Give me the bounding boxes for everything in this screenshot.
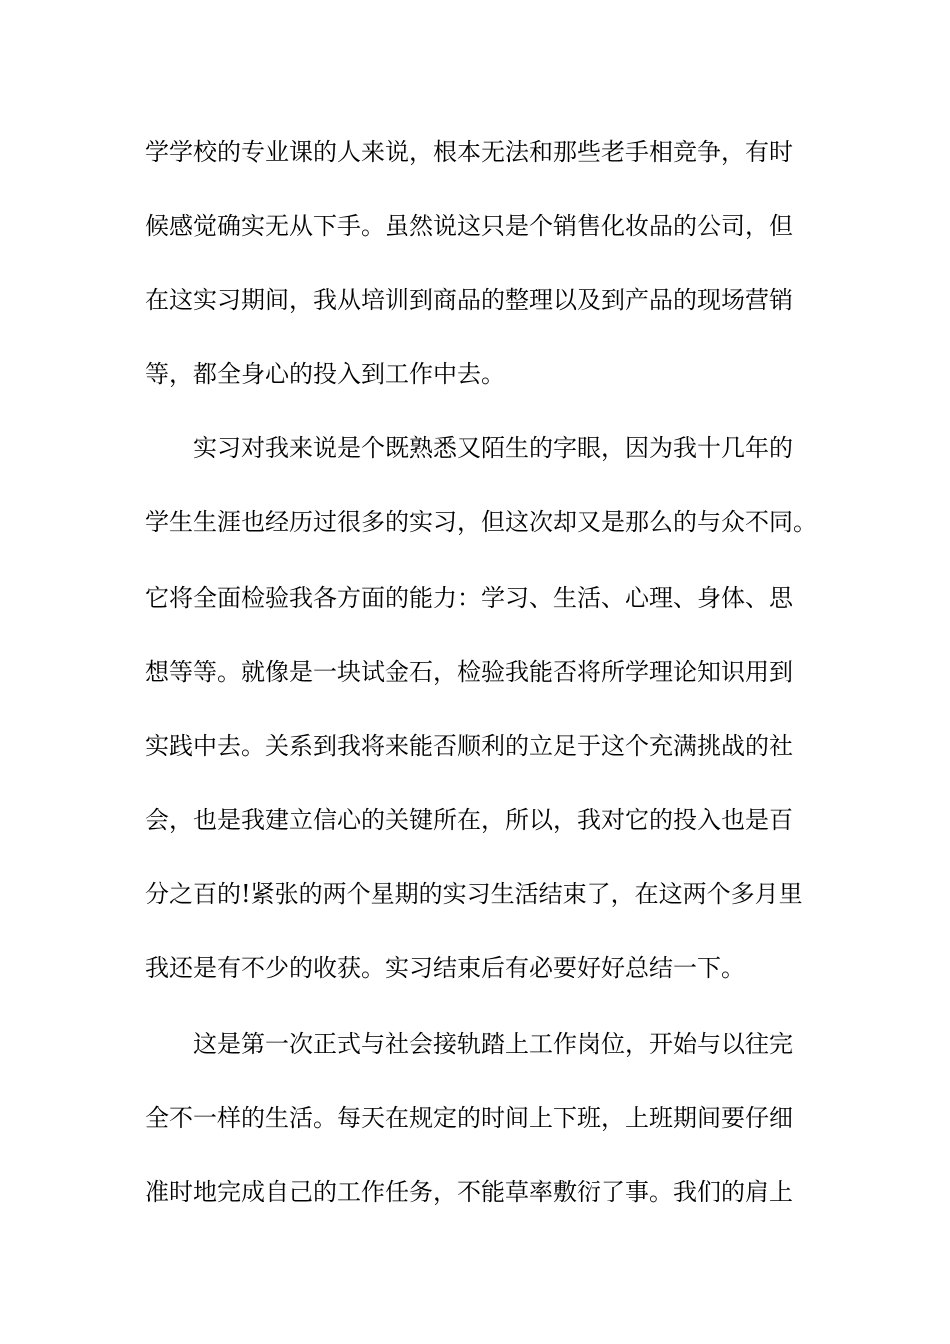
text-line: 等，都全身心的投入到工作中去。 [145,360,505,388]
text-line: 会，也是我建立信心的关键所在，所以，我对它的投入也是百 [145,806,793,834]
text-line: 实践中去。关系到我将来能否顺利的立足于这个充满挑战的社 [145,732,793,760]
text-line: 我还是有不少的收获。实习结束后有必要好好总结一下。 [145,954,745,982]
text-line: 它将全面检验我各方面的能力：学习、生活、心理、身体、思 [145,584,793,612]
paragraph-first-line: 实习对我来说是个既熟悉又陌生的字眼，因为我十几年的 [193,434,793,462]
text-line: 学生生涯也经历过很多的实习，但这次却又是那么的与众不同。 [145,508,817,536]
text-line: 想等等。就像是一块试金石，检验我能否将所学理论知识用到 [145,658,793,686]
text-line: 学学校的专业课的人来说，根本无法和那些老手相竞争，有时 [145,138,793,166]
paragraph-first-line: 这是第一次正式与社会接轨踏上工作岗位，开始与以往完 [193,1030,793,1058]
text-line: 候感觉确实无从下手。虽然说这只是个销售化妆品的公司，但 [145,212,793,240]
text-line: 在这实习期间，我从培训到商品的整理以及到产品的现场营销 [145,286,793,314]
text-line: 全不一样的生活。每天在规定的时间上下班，上班期间要仔细 [145,1104,793,1132]
text-line: 准时地完成自己的工作任务，不能草率敷衍了事。我们的肩上 [145,1178,793,1206]
text-line: 分之百的!紧张的两个星期的实习生活结束了，在这两个多月里 [145,880,803,908]
